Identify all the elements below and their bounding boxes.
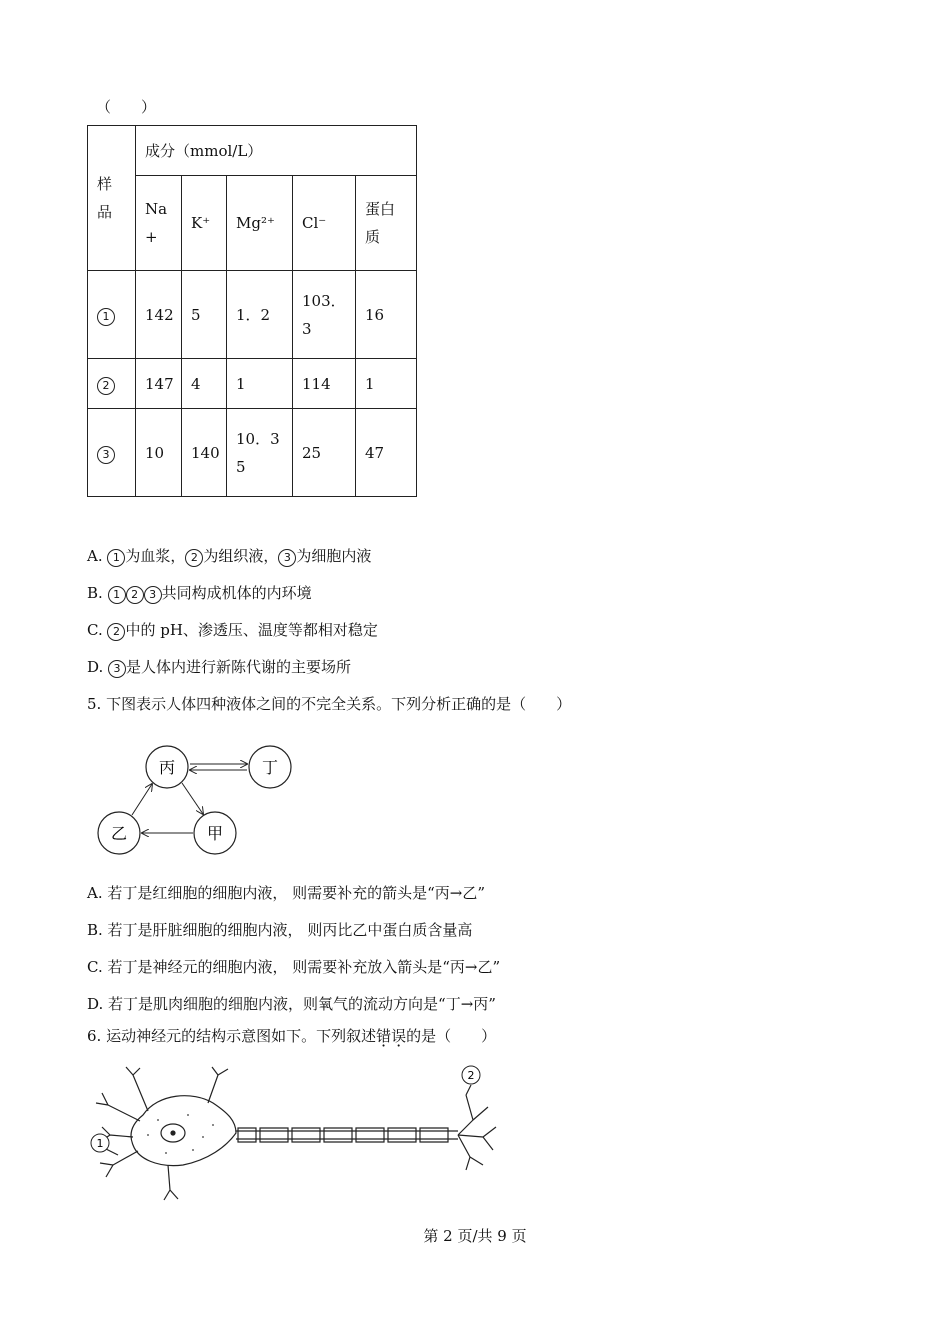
label-2 xyxy=(462,1066,480,1084)
q5-stem: 5. 下图表示人体四种液体之间的不完全关系。下列分析正确的是（ ） xyxy=(87,695,572,713)
motor-neuron-diagram xyxy=(88,1065,508,1205)
q4-option-a xyxy=(87,545,371,567)
table-cell: 142 xyxy=(136,271,182,359)
node-label-jia: 甲 xyxy=(206,824,224,843)
option-text: 为组织液， xyxy=(203,547,279,565)
table-cell: 47 xyxy=(356,409,417,497)
col-header-protein: 蛋白 质 xyxy=(356,176,417,271)
q6-stem-text: 6. 运动神经元的结构示意图如下。下列叙述 xyxy=(87,1027,377,1045)
table-cell: 16 xyxy=(356,271,417,359)
table-cell: 1 xyxy=(356,359,417,409)
col-header-mg: Mg²⁺ xyxy=(227,176,293,271)
table-cell: 114 xyxy=(293,359,356,409)
circled-number: 2 xyxy=(107,623,125,641)
col-header-k: K⁺ xyxy=(182,176,227,271)
sample-cell xyxy=(88,271,136,359)
option-prefix: B. xyxy=(87,584,108,602)
axon-terminals xyxy=(458,1095,496,1170)
table-cell: 140 xyxy=(182,409,227,497)
option-text: 中的 pH、渗透压、温度等都相对稳定 xyxy=(125,621,378,639)
node-jia xyxy=(194,812,236,854)
table-row xyxy=(88,409,417,497)
option-text: 共同构成机体的内环境 xyxy=(161,584,312,602)
prev-question-paren: （ ） xyxy=(96,98,157,116)
q5-option-a: A. 若丁是红细胞的细胞内液， 则需要补充的箭头是“丙→乙” xyxy=(87,884,486,902)
page-footer: 第 2 页/共 9 页 xyxy=(423,1227,527,1245)
table-cell: 1 xyxy=(227,359,293,409)
node-yi xyxy=(98,812,140,854)
table-cell: 10．3 5 xyxy=(227,409,293,497)
table-cell: 4 xyxy=(182,359,227,409)
node-bing xyxy=(146,746,188,788)
label-2-text: 2 xyxy=(467,1069,475,1082)
circled-number: 1 xyxy=(107,549,125,567)
q4-option-d xyxy=(87,656,351,678)
table-cell: 103． 3 xyxy=(293,271,356,359)
sample-number: 2 xyxy=(97,377,115,395)
q6-emphasis: 误 xyxy=(391,1027,407,1045)
circled-number: 3 xyxy=(278,549,296,567)
q5-option-b: B. 若丁是肝脏细胞的细胞内液， 则丙比乙中蛋白质含量高 xyxy=(87,921,473,939)
myelin-sheath xyxy=(238,1128,448,1142)
label-1-text: 1 xyxy=(96,1137,104,1150)
option-text: 为血浆， xyxy=(125,547,186,565)
node-label-yi: 乙 xyxy=(110,824,128,843)
composition-table xyxy=(87,125,417,497)
node-label-bing: 丙 xyxy=(158,758,176,777)
sample-cell xyxy=(88,359,136,409)
option-prefix: A. xyxy=(87,547,108,565)
circled-number: 3 xyxy=(108,660,126,678)
col-header-na: Na + xyxy=(136,176,182,271)
table-row xyxy=(88,359,417,409)
option-text: 为细胞内液 xyxy=(296,547,372,565)
col-header-cl: Cl⁻ xyxy=(293,176,356,271)
circled-number: 3 xyxy=(144,586,162,604)
table-cell: 1．2 xyxy=(227,271,293,359)
cell-body xyxy=(131,1096,236,1166)
table-cell: 147 xyxy=(136,359,182,409)
table-cell: 10 xyxy=(136,409,182,497)
label-1 xyxy=(91,1134,109,1152)
q6-emphasis: 错 xyxy=(376,1027,392,1045)
sample-number: 3 xyxy=(97,446,115,464)
node-ding xyxy=(249,746,291,788)
option-prefix: C. xyxy=(87,621,108,639)
option-prefix: D. xyxy=(87,658,109,676)
arrow-yi-to-bing xyxy=(132,784,152,815)
q4-option-b xyxy=(87,582,312,604)
circled-number: 2 xyxy=(185,549,203,567)
sample-number: 1 xyxy=(97,308,115,326)
table-row xyxy=(88,271,417,359)
q5-option-c: C. 若丁是神经元的细胞内液， 则需要补充放入箭头是“丙→乙” xyxy=(87,958,501,976)
table-cell: 5 xyxy=(182,271,227,359)
q4-option-c xyxy=(87,619,378,641)
circled-number: 1 xyxy=(108,586,126,604)
q6-stem xyxy=(87,1025,496,1046)
table-row-header: 样 品 xyxy=(88,126,136,271)
q5-option-d: D. 若丁是肌肉细胞的细胞内液，则氧气的流动方向是“丁→丙” xyxy=(87,995,496,1013)
table-group-header: 成分（mmol/L） xyxy=(136,126,417,176)
option-text: 是人体内进行新陈代谢的主要场所 xyxy=(126,658,352,676)
arrow-bing-to-jia xyxy=(182,783,203,814)
node-label-ding: 丁 xyxy=(261,758,279,777)
q6-stem-text: 的是（ ） xyxy=(406,1027,497,1045)
circled-number: 2 xyxy=(126,586,144,604)
table-cell: 25 xyxy=(293,409,356,497)
sample-cell xyxy=(88,409,136,497)
fluid-relation-diagram xyxy=(90,735,305,860)
